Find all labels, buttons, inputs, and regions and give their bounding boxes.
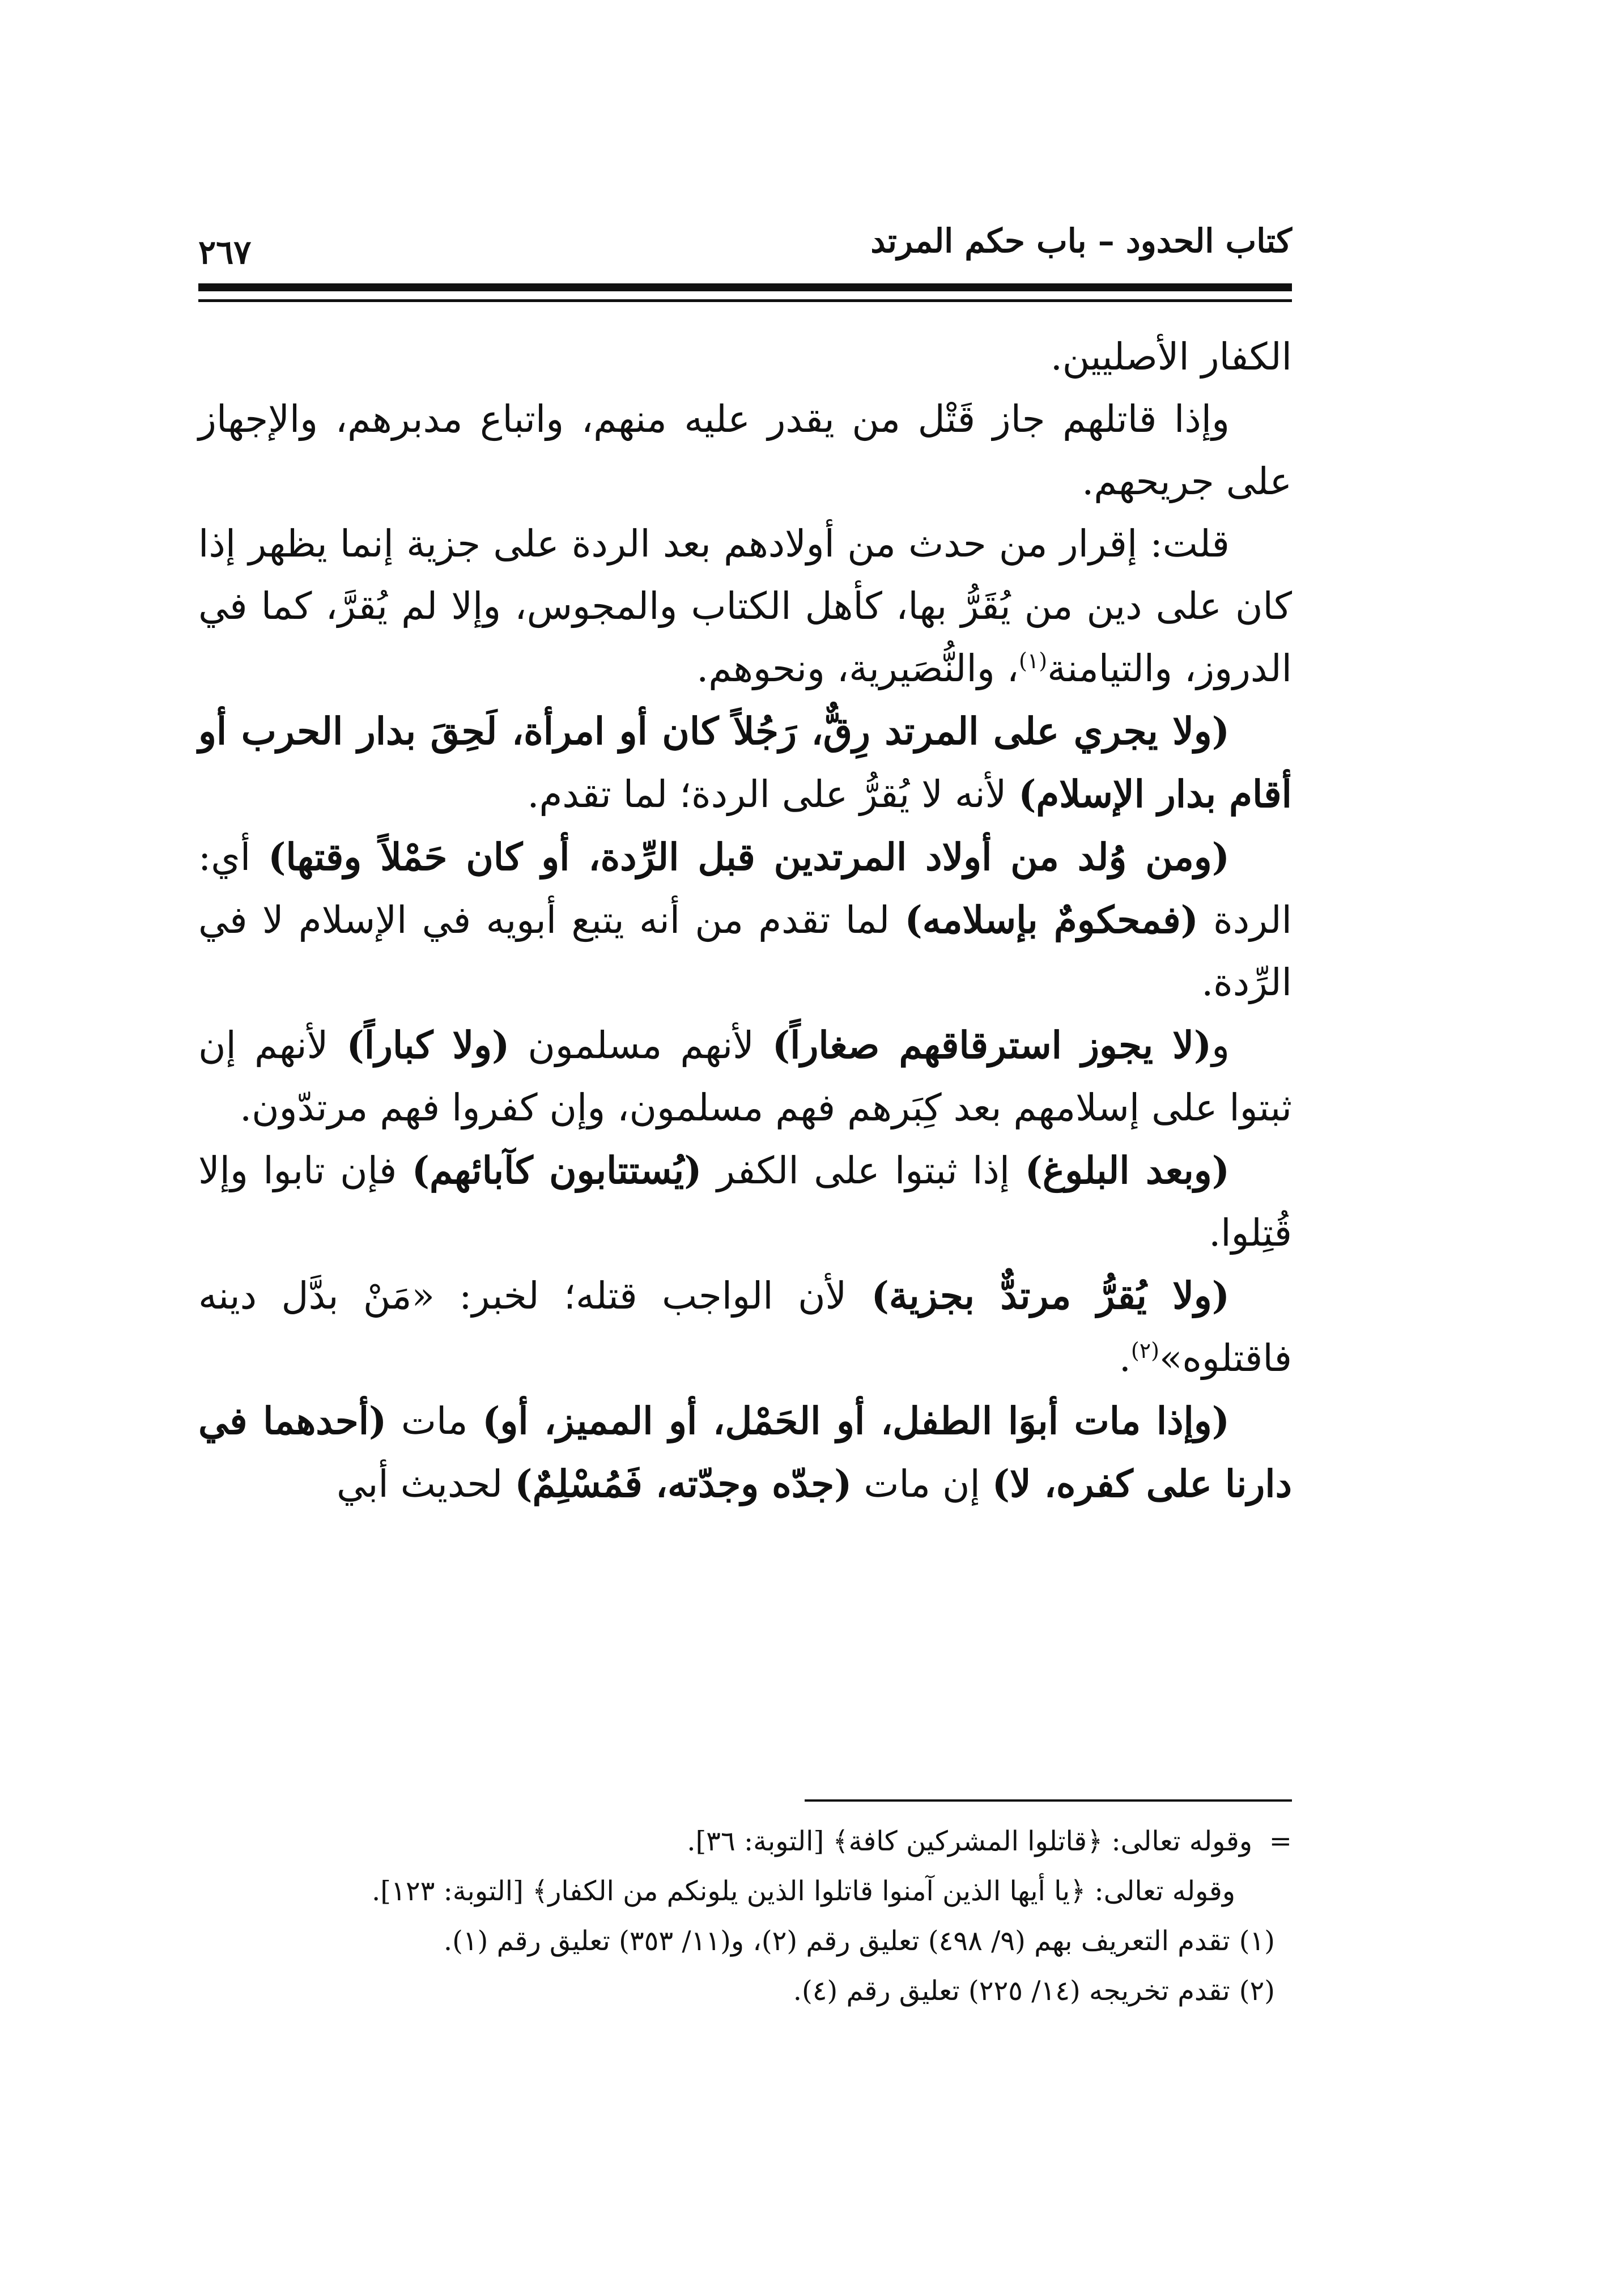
running-header	[198, 218, 1292, 286]
p2-text: وإذا قاتلهم جاز قَتْل من يقدر عليه منهم، واتباع مدبرهم، والإجهاز على جريحهم.	[198, 397, 1292, 503]
paragraph-5	[198, 826, 1292, 1014]
footnote-2-number: (٢)	[1239, 1975, 1275, 2007]
p5-matn-1: (ومن وُلد من أولاد المرتدين قبل الرِّدة، أو كان حَمْلاً وقتها)	[268, 835, 1230, 879]
p6-sharh-2: لأنهم إن ثبتوا على إسلامهم بعد كِبَرهم فهم مسلمون، وإن كفروا فهم مرتدّون.	[198, 1024, 1292, 1129]
p7-sharh-1: إذا ثبتوا على الكفر	[702, 1149, 1025, 1192]
p6-matn-2: (ولا كباراً)	[346, 1023, 510, 1067]
paragraph-4	[198, 700, 1292, 826]
p3-text-a: قلت: إقرار من حدث من أولادهم بعد الردة على جزية إنما يظهر إذا كان على دين من يُقَرُّ بها، كأهل الكتاب والمجوس، وإلا لم يُقرَّ، كما في الدروز، والتيامنة	[198, 522, 1292, 690]
p4-matn: (ولا يجري على المرتد رِقٌّ، رَجُلاً كان أو امرأة، لَحِقَ بدار الحرب أو أقام بدار الإسلام)	[198, 709, 1292, 816]
p4-sharh: لأنه لا يُقرُّ على الردة؛ لما تقدم.	[527, 772, 1019, 816]
p5-sharh-2: لما تقدم من أنه يتبع أبويه في الإسلام لا في الرِّدة.	[198, 898, 1292, 1004]
paragraph-8	[198, 1264, 1292, 1390]
paragraph-6	[198, 1014, 1292, 1139]
header-rule-thick	[198, 283, 1292, 291]
p3-text-b: ، والنُّصَيرية، ونحوهم.	[696, 647, 1019, 690]
p7-sharh-2: فإن تابوا وإلا قُتِلوا.	[198, 1149, 1292, 1255]
footnotes	[198, 1816, 1292, 2016]
paragraph-7	[198, 1139, 1292, 1264]
p9-sharh-3: لحديث أبي	[337, 1462, 515, 1506]
continuation-line-2: وقوله تعالى: ﴿يا أيها الذين آمنوا قاتلوا الذين يلونكم من الكفار﴾ [التوبة: ١٢٣].	[372, 1875, 1235, 1907]
p7-matn-2: (يُستتابون كآبائهم)	[411, 1148, 702, 1192]
continuation-mark: =	[1269, 1825, 1292, 1857]
main-text	[198, 326, 1292, 1515]
p6-prefix: و	[1211, 1024, 1230, 1067]
footnote-1-number: (١)	[1239, 1925, 1275, 1957]
p7-matn-1: (وبعد البلوغ)	[1024, 1148, 1230, 1192]
p9-sharh-1: مات	[386, 1399, 483, 1443]
paragraph-3	[198, 513, 1292, 700]
header-title: كتاب الحدود – باب حكم المرتد	[870, 222, 1292, 260]
paragraph-9	[198, 1390, 1292, 1515]
p5-sharh-1: أي: الردة	[198, 835, 1293, 942]
footnote-continuation-1	[198, 1816, 1292, 1866]
p9-matn-1: (وإذا مات أبوَا الطفل، أو الحَمْل، أو المميز، أو)	[482, 1399, 1230, 1443]
p9-sharh-2: إن مات	[852, 1462, 992, 1506]
footnote-ref-2[interactable]: (٢)	[1130, 1338, 1159, 1363]
page-number: ٢٦٧	[198, 233, 252, 271]
p9-matn-2: (أحدهما في دارنا على كفره، لا)	[198, 1399, 1292, 1506]
footnote-divider	[805, 1799, 1292, 1802]
footnote-1	[198, 1916, 1292, 1966]
footnote-continuation-2	[198, 1866, 1292, 1916]
p6-matn-1: (لا يجوز استرقاقهم صغاراً)	[772, 1023, 1212, 1067]
p8-sharh: لأن الواجب قتله؛ لخبر: «مَنْ بدَّل دينه فاقتلوه»	[198, 1274, 1292, 1380]
paragraph-1	[198, 326, 1292, 388]
p1-text: الكفار الأصليين.	[1050, 335, 1292, 379]
footnote-1-text: تقدم التعريف بهم (٩/ ٤٩٨) تعليق رقم (٢)، و(١١/ ٣٥٣) تعليق رقم (١).	[443, 1925, 1230, 1957]
header-rule-thin	[198, 299, 1292, 302]
footnote-2-text: تقدم تخريجه (١٤/ ٢٢٥) تعليق رقم (٤).	[793, 1975, 1230, 2007]
paragraph-2	[198, 388, 1292, 513]
p6-sharh-1: لأنهم مسلمون	[509, 1024, 772, 1067]
p8-end: .	[1119, 1336, 1131, 1380]
footnote-2	[198, 1966, 1292, 2016]
p8-matn: (ولا يُقرُّ مرتدٌّ بجزية)	[871, 1273, 1230, 1318]
p5-matn-2: (فمحكومٌ بإسلامه)	[904, 898, 1198, 942]
continuation-line-1: وقوله تعالى: ﴿قاتلوا المشركين كافة﴾ [التوبة: ٣٦].	[687, 1825, 1252, 1857]
footnote-ref-1[interactable]: (١)	[1019, 648, 1048, 673]
p9-matn-3: (جدّه وجدّته، فَمُسْلِمٌ)	[515, 1462, 852, 1506]
